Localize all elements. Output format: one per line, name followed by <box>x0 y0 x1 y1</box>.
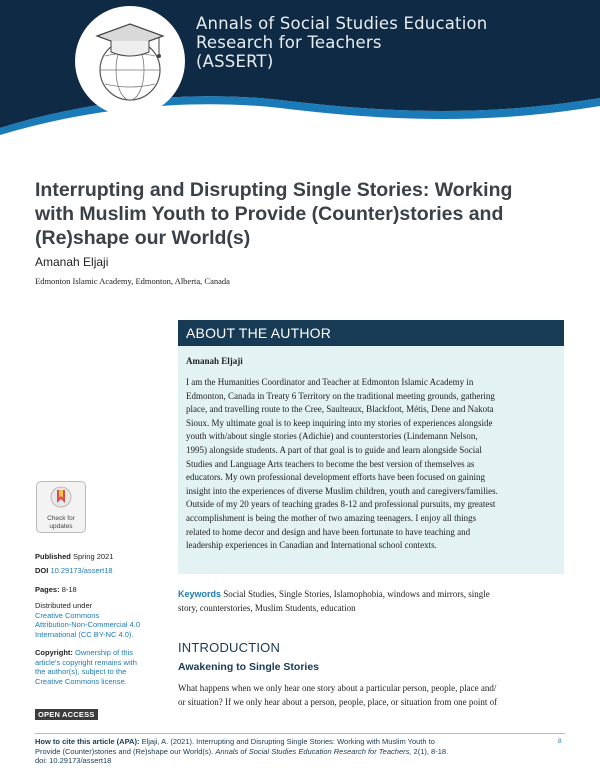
graduation-cap-globe-icon <box>75 6 185 116</box>
journal-logo <box>75 6 185 116</box>
journal-title-line: Research for Teachers <box>196 33 382 52</box>
check-for-updates-label: Check for updates <box>47 515 75 530</box>
citation-footer: How to cite this article (APA): Eljaji, A. (2021). Interrupting and Disrupting Single Stories: Working with Muslim Youth to Provide (Counter)stories and (Re)shape our World(s). Annals of Social Studies Education Research for Teachers, 2(1), 8-18. doi: 10.29173/assert18 <box>35 737 449 766</box>
license-info: Distributed under Creative Commons Attribution-Non-Commercial 4.0 International (CC BY-NC 4.0). <box>35 601 155 639</box>
page-range: Pages: 8-18 <box>35 585 77 594</box>
about-the-author-box <box>178 320 564 574</box>
article-title <box>35 178 575 250</box>
doi: DOI 10.29173/assert18 <box>35 566 113 575</box>
page-number: 8 <box>558 738 562 745</box>
keywords-label: Keywords <box>178 589 222 599</box>
article-title-line: (Re)shape our World(s) <box>35 227 251 249</box>
published-date: Published Spring 2021 <box>35 552 114 561</box>
journal-title <box>196 14 596 71</box>
about-the-author-heading: ABOUT THE AUTHOR <box>178 320 564 346</box>
introduction-paragraph: What happens when we only hear one story about a particular person, people, place and/ or situation? If we only hear about a person, people, place, or situation from one point of <box>178 683 498 707</box>
article-title-line: Interrupting and Disrupting Single Stories: Working <box>35 179 513 201</box>
open-access-badge: OPEN ACCESS <box>35 709 98 720</box>
author-name: Amanah Eljaji <box>35 255 109 269</box>
article-title-line: with Muslim Youth to Provide (Counter)stories and <box>35 203 504 225</box>
journal-banner <box>0 0 600 135</box>
about-author-bio: I am the Humanities Coordinator and Teacher at Edmonton Islamic Academy in Edmonton, Canada in Treaty 6 Territory on the traditional meeting grounds, gathering place, and travelling route to the Cree, Saulteaux, Blackfoot, Métis, Dene and Nakota Sioux. My ultimate goal is to keep inquiring into my stories of experiences alongside youth with/about single stories (Adichie) and counterstories (Lindemann Nelson, 1995) alongside students. A part of that goal is to guide and learn alongside Social Studies and Language Arts teachers to become the best version of themselves as educators. My own professional development efforts have been focused on gaining insight into the experiences of diverse Muslim children, youth and caregivers/families. Outside of my 20 years of teaching grades 8-12 and professional pursuits, my greatest accomplishment is being the mother of two amazing teenagers. I enjoy all things related to home decor and design and have been fortunate to have teaching and leadership experiences in Canadian and International school contexts. <box>186 377 498 551</box>
license-link[interactable]: Creative Commons Attribution-Non-Commercial 4.0 International (CC BY-NC 4.0). <box>35 610 141 639</box>
keywords: Keywords Social Studies, Single Stories, Islamophobia, windows and mirrors, single story, counterstories, Muslim Students, education <box>178 589 490 613</box>
doi-link[interactable]: 10.29173/assert18 <box>50 566 113 575</box>
introduction-subheading: Awakening to Single Stories <box>178 661 320 673</box>
footer-divider <box>35 733 565 734</box>
introduction-heading: INTRODUCTION <box>178 640 281 655</box>
journal-title-line: Annals of Social Studies Education <box>196 14 488 33</box>
bookmark-ribbon-icon <box>50 486 72 510</box>
journal-title-line: (ASSERT) <box>196 52 274 71</box>
copyright-info: Copyright: Ownership of this article's copyright remains with the author(s), subject to the Creative Commons license. <box>35 648 137 686</box>
check-for-updates-badge[interactable] <box>36 481 86 533</box>
about-author-name: Amanah Eljaji <box>186 356 243 366</box>
author-affiliation: Edmonton Islamic Academy, Edmonton, Alberta, Canada <box>35 276 230 286</box>
